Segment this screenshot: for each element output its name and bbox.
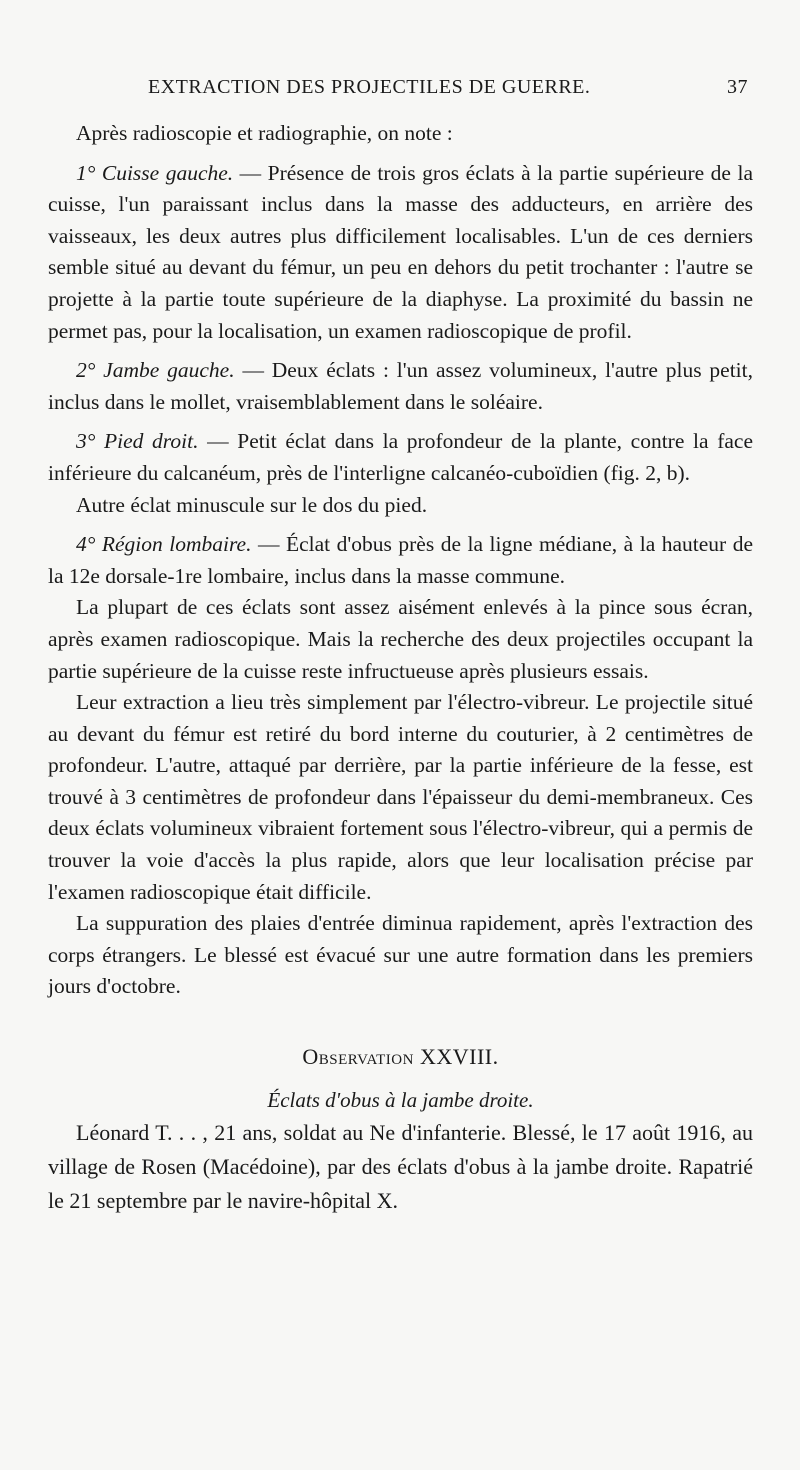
header-title: EXTRACTION DES PROJECTILES DE GUERRE. bbox=[148, 76, 591, 98]
item-1-text: — Présence de trois gros éclats à la partie supérieure de la cuisse, l'un paraissant inclus dans la masse des adducteurs, en arrière des vaisseaux, les deux autres plus difficilement localisables. L'un de ces derniers semble situé au devant du fémur, un peu en dehors du petit trochanter : l'autre se projette à la partie toute supérieure de la diaphyse. La proximité du bassin ne permet pas, pour la localisation, un examen radioscopique de profil. bbox=[48, 160, 753, 343]
observation-subtitle: Éclats d'obus à la jambe droite. bbox=[267, 1087, 534, 1112]
item-2-paragraph bbox=[48, 355, 753, 418]
item-3-paragraph bbox=[48, 426, 753, 489]
observation-title: Observation XXVIII. bbox=[302, 1044, 499, 1070]
paragraph-6: Leur extraction a lieu très simplement par l'électro-vibreur. Le projectile situé au devant du fémur est retiré du bord interne du couturier, à 2 centimètres de profondeur. L'autre, attaqué par derrière, par la partie inférieure de la fesse, est trouvé à 3 centimètres de profondeur dans l'épaisseur du demi-membraneux. Ces deux éclats volumineux vibraient fortement sous l'électro-vibreur, qui a permis de trouver la voie d'accès la plus rapide, alors que leur localisation précise par l'examen radioscopique était difficile. bbox=[48, 690, 753, 904]
paragraph-5: La plupart de ces éclats sont assez aisément enlevés à la pince sous écran, après examen radioscopique. Mais la recherche des deux projectiles occupant la partie supérieure de la cuisse reste infructueuse après plusieurs essais. bbox=[48, 595, 753, 683]
item-2-label: 2° Jambe gauche. bbox=[76, 358, 235, 383]
intro-paragraph: Après radioscopie et radiographie, on note : bbox=[76, 121, 453, 145]
page-number: 37 bbox=[727, 76, 748, 98]
observation-text: Léonard T. . . , 21 ans, soldat au Ne d'infanterie. Blessé, le 17 août 1916, au village de Rosen (Macédoine), par des éclats d'obus à la jambe droite. Rapatrié le 21 septembre par le navire-hôpital X. bbox=[48, 1120, 753, 1214]
item-1-paragraph bbox=[48, 158, 753, 348]
paragraph-7: La suppuration des plaies d'entrée diminua rapidement, après l'extraction des corps étrangers. Le blessé est évacué sur une autre formation dans les premiers jours d'octobre. bbox=[48, 911, 753, 999]
item-4-text: — Éclat d'obus près de la ligne médiane, à la hauteur de la 12e dorsale-1re lombaire, inclus dans la masse commune. bbox=[48, 532, 753, 588]
item-3-label: 3° Pied droit. bbox=[76, 429, 199, 454]
item-1-label: 1° Cuisse gauche. bbox=[76, 160, 234, 185]
item-4-paragraph bbox=[48, 529, 753, 592]
item-3-text: — Petit éclat dans la profondeur de la plante, contre la face inférieure du calcanéum, près de l'interligne calcanéo-cuboïdien (fig. 2, b). bbox=[48, 429, 753, 485]
body-text bbox=[48, 118, 753, 1218]
item-2-text: — Deux éclats : l'un assez volumineux, l'autre plus petit, inclus dans le mollet, vraisemblablement dans le soléaire. bbox=[48, 358, 754, 414]
item-4-label: 4° Région lombaire. bbox=[76, 532, 252, 557]
item-3-continuation: Autre éclat minuscule sur le dos du pied. bbox=[76, 492, 428, 517]
